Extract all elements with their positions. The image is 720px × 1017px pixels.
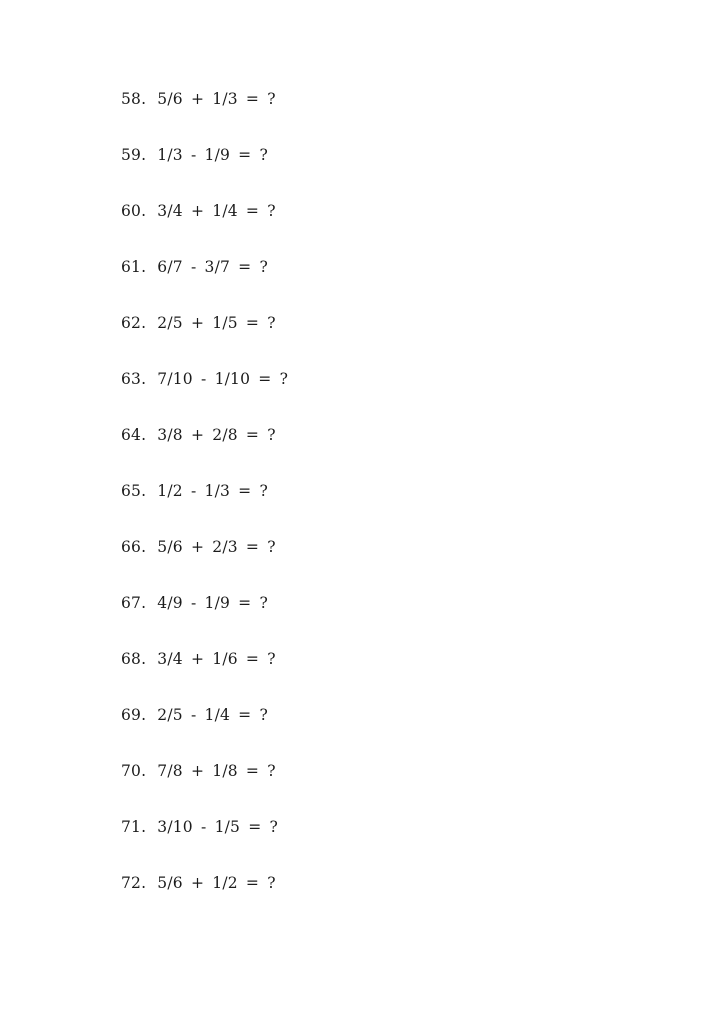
problem-list <box>121 86 288 926</box>
problem-number: 66. <box>121 538 147 556</box>
problem-number: 65. <box>121 482 147 500</box>
problem-number: 64. <box>121 426 147 444</box>
problem-number: 60. <box>121 202 147 220</box>
problem-number: 58. <box>121 90 147 108</box>
problem-69 <box>121 702 288 758</box>
problem-number: 72. <box>121 874 147 892</box>
problem-expression: 3/4 + 1/4 = ? <box>157 202 276 220</box>
problem-number: 68. <box>121 650 147 668</box>
problem-expression: 4/9 - 1/9 = ? <box>157 594 268 612</box>
problem-66 <box>121 534 288 590</box>
problem-71 <box>121 814 288 870</box>
problem-59 <box>121 142 288 198</box>
problem-number: 59. <box>121 146 147 164</box>
problem-70 <box>121 758 288 814</box>
problem-63 <box>121 366 288 422</box>
problem-number: 61. <box>121 258 147 276</box>
problem-expression: 6/7 - 3/7 = ? <box>157 258 268 276</box>
problem-65 <box>121 478 288 534</box>
problem-expression: 2/5 - 1/4 = ? <box>157 706 268 724</box>
problem-60 <box>121 198 288 254</box>
problem-expression: 1/3 - 1/9 = ? <box>157 146 268 164</box>
problem-expression: 5/6 + 1/3 = ? <box>157 90 276 108</box>
problem-expression: 7/10 - 1/10 = ? <box>157 370 289 388</box>
problem-number: 70. <box>121 762 147 780</box>
problem-expression: 1/2 - 1/3 = ? <box>157 482 268 500</box>
problem-64 <box>121 422 288 478</box>
problem-number: 63. <box>121 370 147 388</box>
problem-expression: 5/6 + 2/3 = ? <box>157 538 276 556</box>
problem-expression: 3/8 + 2/8 = ? <box>157 426 276 444</box>
problem-62 <box>121 310 288 366</box>
problem-61 <box>121 254 288 310</box>
problem-67 <box>121 590 288 646</box>
problem-number: 71. <box>121 818 147 836</box>
problem-expression: 7/8 + 1/8 = ? <box>157 762 276 780</box>
problem-58 <box>121 86 288 142</box>
problem-expression: 3/4 + 1/6 = ? <box>157 650 276 668</box>
problem-expression: 5/6 + 1/2 = ? <box>157 874 276 892</box>
problem-number: 62. <box>121 314 147 332</box>
problem-number: 69. <box>121 706 147 724</box>
problem-number: 67. <box>121 594 147 612</box>
problem-68 <box>121 646 288 702</box>
problem-72 <box>121 870 288 926</box>
problem-expression: 3/10 - 1/5 = ? <box>157 818 279 836</box>
problem-expression: 2/5 + 1/5 = ? <box>157 314 276 332</box>
